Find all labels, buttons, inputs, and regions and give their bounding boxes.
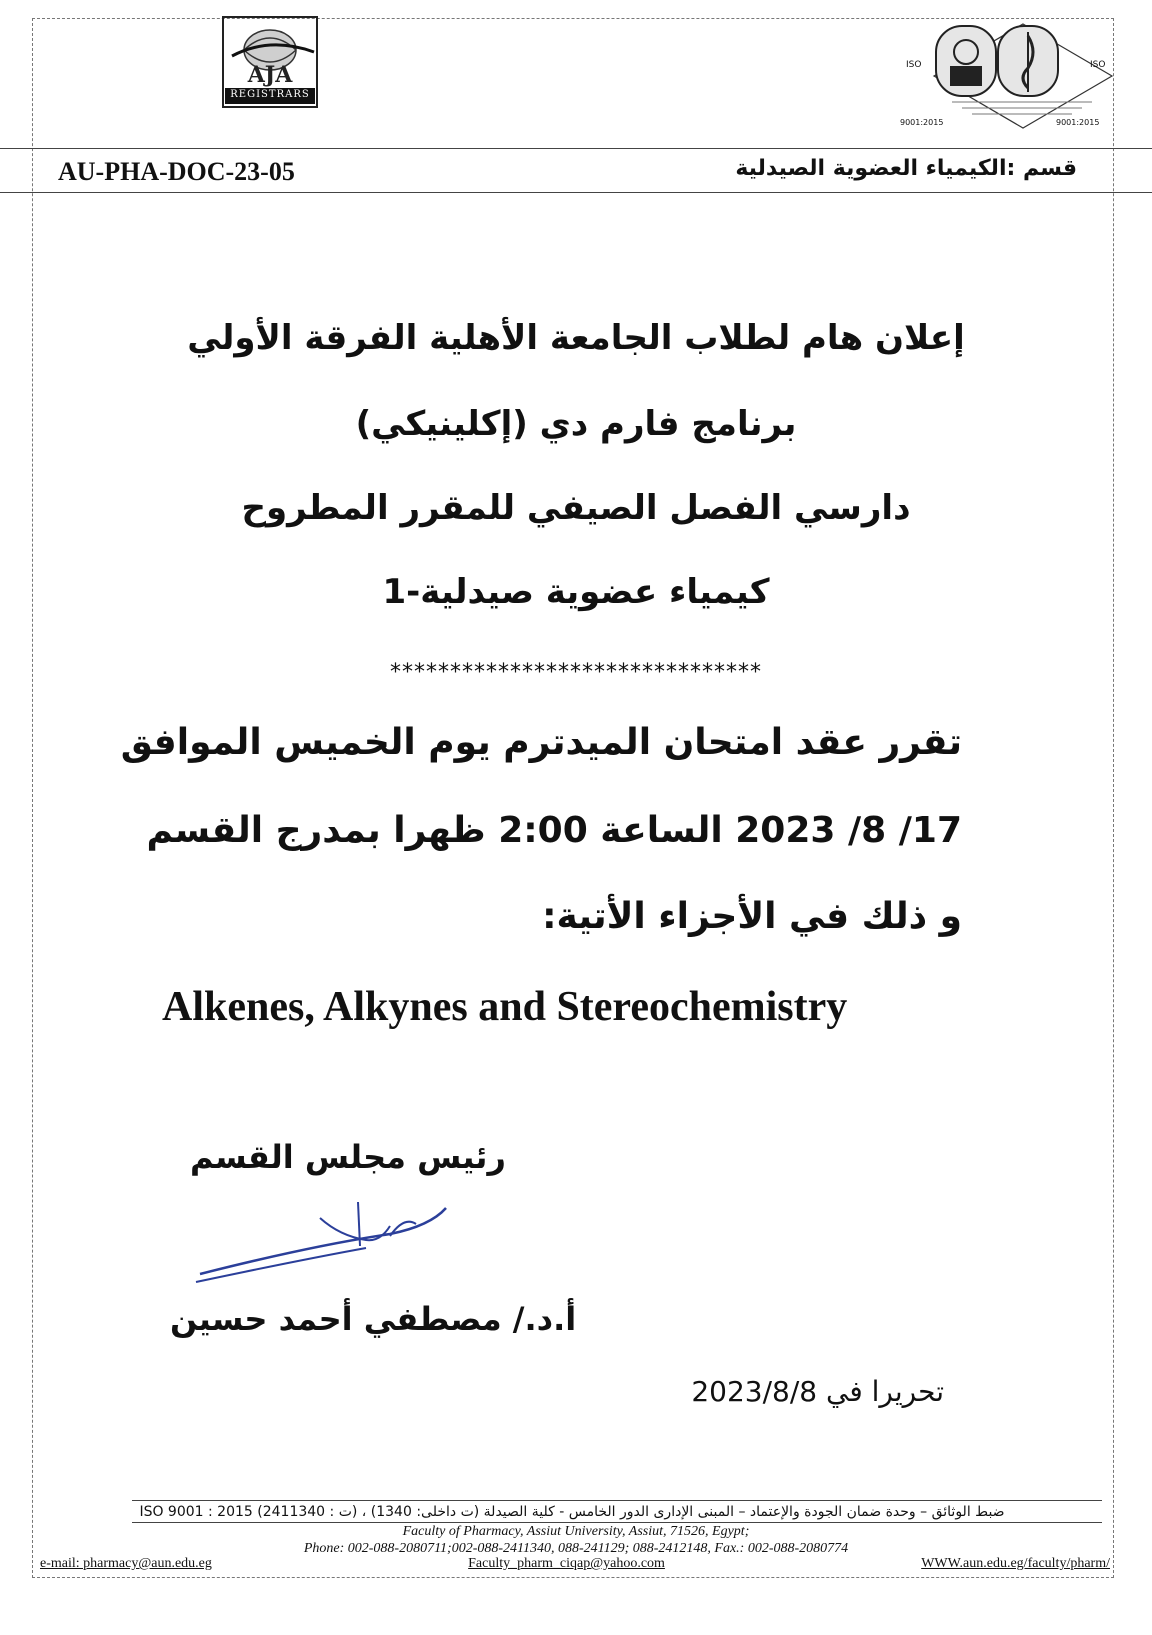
footer-links-row <box>40 1556 1110 1572</box>
date-written: تحريرا في 2023/8/8 <box>691 1375 944 1408</box>
footer-email-link[interactable]: e-mail: pharmacy@aun.edu.eg <box>40 1556 212 1571</box>
separator-stars: ******************************* <box>390 660 762 685</box>
footer-line-top <box>132 1500 1102 1501</box>
aja-registrars-logo <box>222 16 318 108</box>
announcement-line-1: إعلان هام لطلاب الجامعة الأهلية الفرقة الأولي <box>187 318 965 358</box>
body-line-1: تقرر عقد امتحان الميدترم يوم الخميس الموافق <box>120 722 962 763</box>
university-iso-seal <box>900 22 1114 130</box>
signatory-name: أ.د./ مصطفي أحمد حسين <box>170 1300 577 1338</box>
footer-website-link[interactable]: WWW.aun.edu.eg/faculty/pharm/ <box>921 1556 1110 1571</box>
department-name: قسم :الكيمياء العضوية الصيدلية <box>735 156 1077 181</box>
footer-address: Faculty of Pharmacy, Assiut University, Assiut, 71526, Egypt; <box>402 1524 750 1539</box>
handwritten-signature <box>190 1196 470 1286</box>
body-line-3: و ذلك في الأجزاء الأتية: <box>542 896 962 937</box>
document-number: AU-PHA-DOC-23-05 <box>58 157 295 186</box>
footer-arabic-line: ضبط الوثائق – وحدة ضمان الجودة والإعتماد – المبنى الإدارى الدور الخامس - كلية الصيدلة (ت داخلى: 1340) ، (ت : 2411340) ISO 9001 : 2015 <box>139 1504 1005 1520</box>
announcement-line-2: برنامج فارم دي (إكلينيكي) <box>355 404 797 444</box>
footer-email2-link[interactable]: Faculty_pharm_ciqap@yahoo.com <box>468 1556 665 1571</box>
header-line-top <box>0 148 1152 149</box>
iso-label-right: ISO <box>1090 60 1106 70</box>
announcement-line-4: كيمياء عضوية صيدلية-1 <box>382 572 770 612</box>
body-line-2: 17/ 8/ 2023 الساعة 2:00 ظهرا بمدرج القسم <box>146 810 962 851</box>
iso-label-left: ISO <box>906 60 922 70</box>
footer-phone: Phone: 002-088-2080711;002-088-2411340, 088-241129; 088-2412148, Fax.: 002-088-2080774 <box>303 1541 849 1556</box>
signature-title: رئيس مجلس القسم <box>190 1138 506 1176</box>
page-border <box>32 18 1114 1578</box>
announcement-line-3: دارسي الفصل الصيفي للمقرر المطروح <box>241 488 911 528</box>
header-line-bottom <box>0 192 1152 193</box>
footer-line-middle <box>132 1522 1102 1523</box>
iso-standard-right: 9001:2015 <box>1056 118 1100 127</box>
exam-topics: Alkenes, Alkynes and Stereochemistry <box>162 984 848 1030</box>
aja-logo-text: AJA <box>247 62 293 88</box>
iso-standard-left: 9001:2015 <box>900 118 944 127</box>
aja-logo-subtext: REGISTRARS <box>230 89 310 100</box>
